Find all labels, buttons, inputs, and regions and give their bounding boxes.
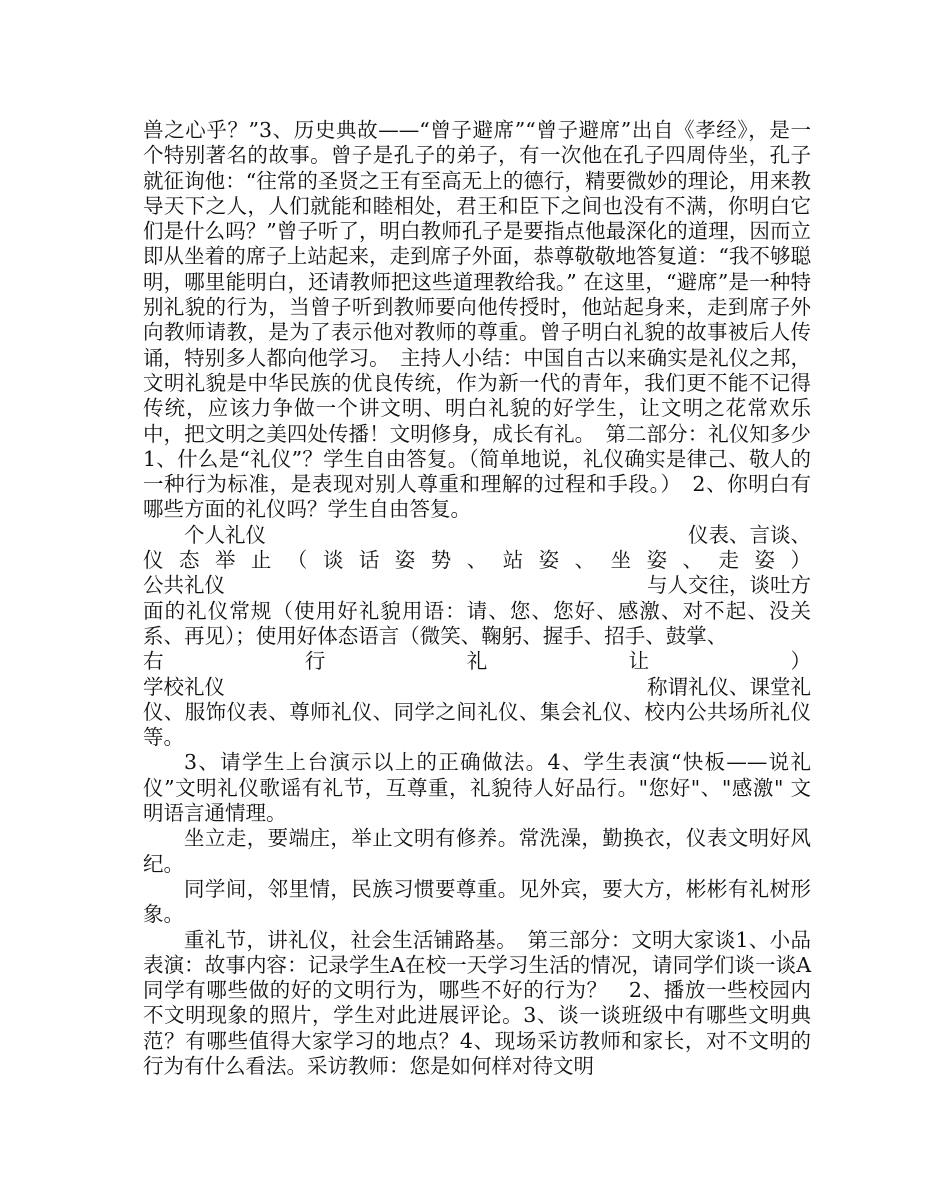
school-etiquette-row (143, 675, 811, 700)
char: 姿 (646, 548, 668, 573)
char: 让 (628, 649, 650, 674)
char: 话 (358, 548, 380, 573)
char: 站 (502, 548, 524, 573)
public-etiquette-text: 面的礼仪常规（使用好礼貌用语：请、您、您好、感激、对不起、没关系、再见）；使用好体态语言（微笑、鞠躬、握手、招手、鼓掌、 (143, 598, 811, 648)
paragraph-rhyme-1: 坐立走，要端庄，举止文明有修养。常洗澡，勤换衣，仪表文明好风纪。 (143, 826, 811, 876)
char: 姿 (538, 548, 560, 573)
char: 、 (466, 548, 488, 573)
char: 走 (718, 548, 739, 573)
document-body (143, 118, 811, 1079)
char: 坐 (610, 548, 632, 573)
personal-etiquette-row (143, 523, 811, 548)
public-etiquette-row (143, 573, 811, 598)
char: ） (790, 548, 811, 573)
school-etiquette-label: 学校礼仪 (143, 674, 225, 699)
char: 态 (178, 548, 200, 573)
char: 举 (214, 548, 236, 573)
char: 礼 (466, 649, 488, 674)
char: 、 (574, 548, 596, 573)
char: （ (286, 548, 308, 573)
char: 行 (304, 649, 326, 674)
char: ） (790, 649, 811, 674)
public-etiquette-last-line (143, 649, 811, 674)
paragraph-story: 兽之心乎？”3、历史典故——“曾子避席”“曾子避席”出自《孝经》，是一个特别著名的故事。曾子是孔子的弟子，有一次他在孔子四周侍坐，孔子就征询他：“往常的圣贤之王有至高无上的德行，精要微妙的理论，用来教导天下之人，人们就能和睦相处，君王和臣下之间也没有不满，你明白它们是什么吗？”曾子听了，明白教师孔子是要指点他最深化的道理，因而立即从坐着的席子上站起来，走到席子外面，恭尊敬敬地答复道：“我不够聪明，哪里能明白，还请教师把这些道理教给我。” 在这里，“避席”是一种特别礼貌的行为，当曾子听到教师要向他传授时，他站起身来，走到席子外向教师请教，是为了表示他对教师的尊重。曾子明白礼貌的故事被后人传诵，特别多人都向他学习。 主持人小结：中国自古以来确实是礼仪之邦，文明礼貌是中华民族的优良传统，作为新一代的青年，我们更不能不记得传统，应该力争做一个讲文明、明白礼貌的好学生，让文明之花常欢乐中，把文明之美四处传播！文明修身，成长有礼。 第二部分：礼仪知多少1、什么是“礼仪”？学生自由答复。（简单地说，礼仪确实是律己、敬人的一种行为标准，是表现对别人尊重和理解的过程和手段。） 2、你明白有哪些方面的礼仪吗？学生自由答复。 (143, 118, 811, 522)
char: 姿 (754, 548, 775, 573)
char: 势 (430, 548, 452, 573)
char: 、 (682, 548, 704, 573)
paragraph-demo: 3、请学生上台演示以上的正确做法。4、学生表演“快板——说礼仪”文明礼仪歌谣有礼节，互尊重，礼貌待人好品行。"您好"、"感激" 文明语言通情理。 (143, 750, 811, 826)
paragraph-rhyme-2: 同学间，邻里情，民族习惯要尊重。见外宾，要大方，彬彬有礼树形象。 (143, 876, 811, 927)
public-etiquette-label: 公共礼仪 (143, 573, 225, 598)
school-etiquette-text: 仪、服饰仪表、尊师礼仪、同学之间礼仪、集会礼仪、校内公共场所礼仪等。 (143, 699, 811, 750)
paragraph-part-three: 重礼节，讲礼仪，社会生活铺路基。 第三部分：文明大家谈1、小品表演：故事内容：记录学生A在校一天学习生活的情况，请同学们谈一谈A同学有哪些做的好的文明行为，哪些不好的行为？ 2、播放一些校园内不文明现象的照片，学生对此进展评论。3、谈一谈班级中有哪些文明典范？有哪些值得大家学习的地点？4、现场采访教师和家长，对不文明的行为有什么看法。采访教师：您是如何样对待文明 (143, 927, 811, 1078)
char: 止 (250, 548, 272, 573)
school-etiquette-intro: 称谓礼仪、课堂礼 (647, 674, 811, 699)
public-etiquette-intro: 与人交往，谈吐方 (647, 573, 811, 598)
char: 仪 (143, 548, 164, 573)
char: 右 (143, 649, 164, 674)
personal-etiquette-detail (143, 548, 811, 573)
char: 谈 (322, 548, 344, 573)
char: 姿 (394, 548, 416, 573)
personal-etiquette-label: 个人礼仪 (184, 522, 266, 547)
personal-etiquette-items: 仪表、言谈、 (688, 522, 811, 547)
